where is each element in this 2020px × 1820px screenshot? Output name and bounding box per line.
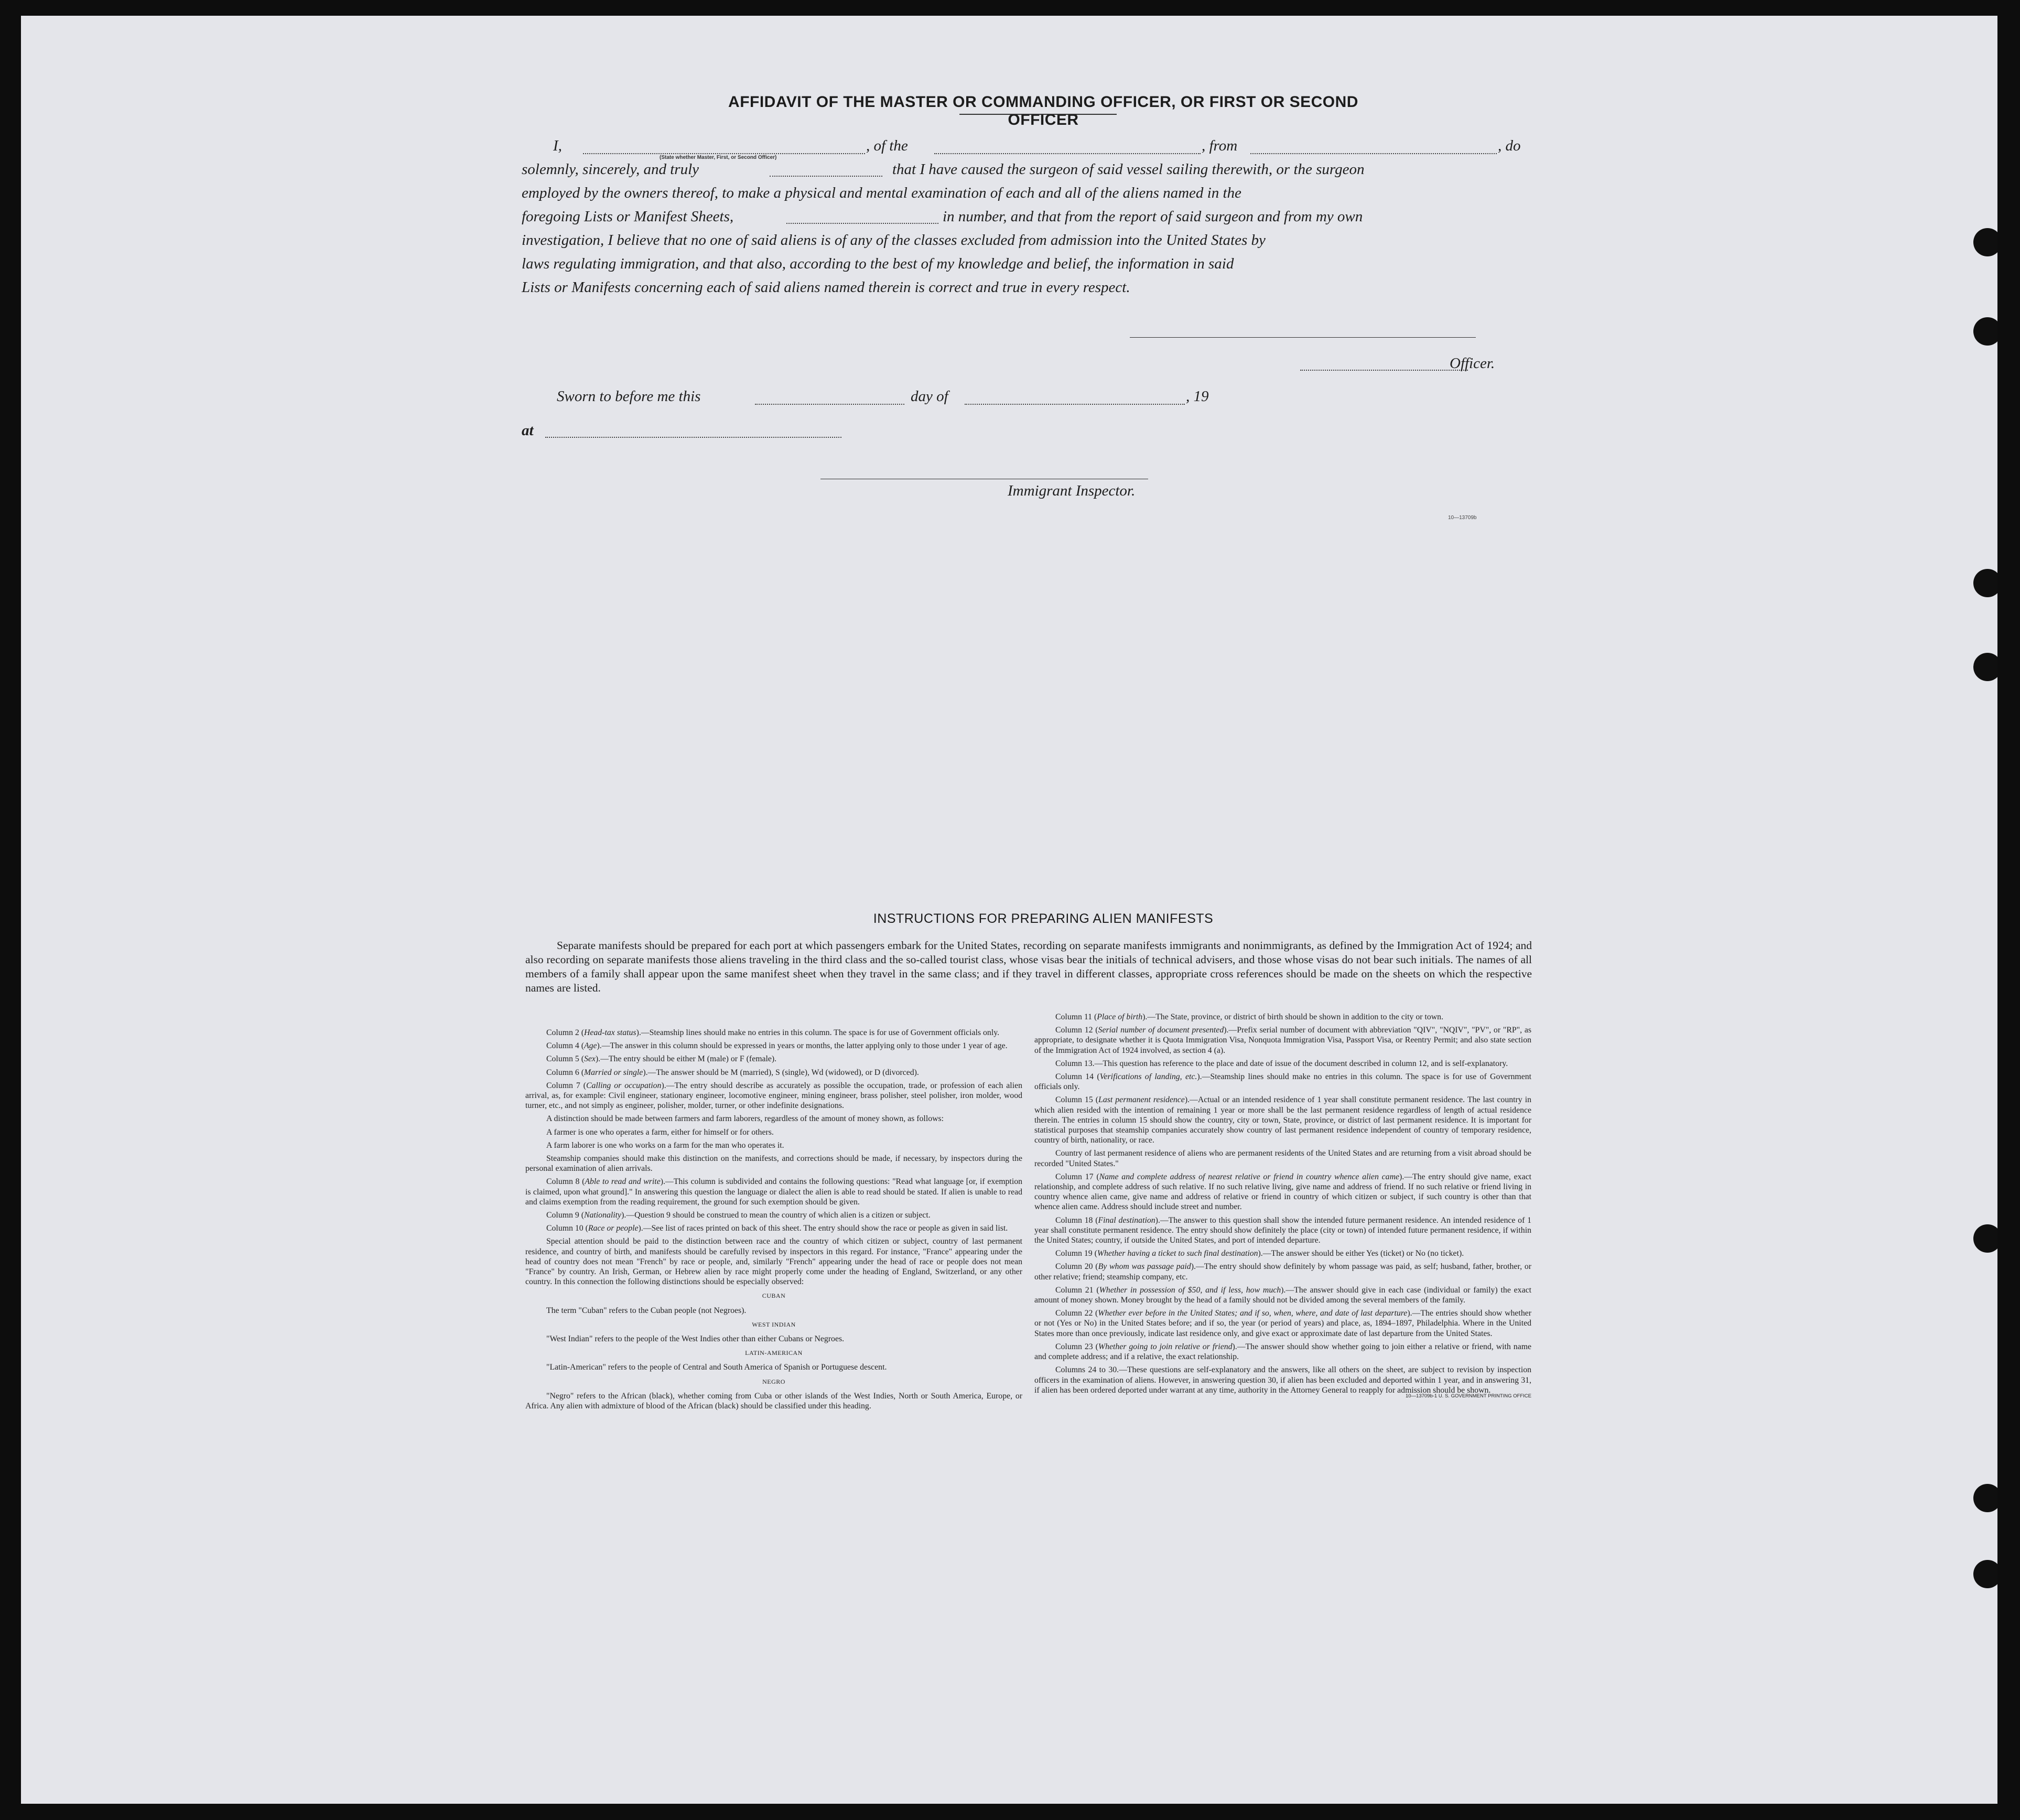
officer-signature-field[interactable] <box>1300 370 1468 371</box>
farmer-definition: A farmer is one who operates a farm, either for himself or for others. <box>546 1127 774 1137</box>
punch-hole <box>1973 1560 1997 1588</box>
officer-rank-field[interactable] <box>583 153 865 154</box>
steamship-note: Steamship companies should make this distinction on the manifests, and corrections should be made, if necessary, by inspectors during the personal examination of alien arrivals. <box>525 1154 1022 1173</box>
affidavit-line-4b: in number, and that from the report of said surgeon and from my own <box>943 208 1363 225</box>
negro-definition: "Negro" refers to the African (black), whether coming from Cuba or other islands of the West Indies, North or South America, Europe, or Africa. Any alien with admixture of blood of the African (black) should be classified under this heading. <box>525 1391 1022 1411</box>
column-6-note: Column 6 (Married or single).—The answer should be M (married), S (single), Wd (widowed), or D (divorced). <box>546 1068 919 1077</box>
cuban-definition: The term "Cuban" refers to the Cuban people (not Negroes). <box>546 1306 747 1315</box>
column-13-note: Column 13.—This question has reference to the place and date of issue of the document described in column 12, and is self-explanatory. <box>1055 1059 1508 1068</box>
sworn-day-field[interactable] <box>755 404 904 405</box>
column-11-note: Column 11 (Place of birth).—The State, province, or district of birth should be shown in addition to the city or town. <box>1055 1013 1444 1021</box>
port-from-field[interactable] <box>1250 153 1497 154</box>
column-8-note: Column 8 (Able to read and write).—This column is subdivided and contains the following questions: "Read what language [or, if exemption is claimed, upon what ground]." In answering this question the language or dialect the alien is able to read should be stated. If alien is unable to read and claims exemption from the reading requirement, the ground for such exemption should be given. <box>525 1177 1023 1207</box>
at-label: at <box>522 422 534 439</box>
do-label: , do <box>1498 137 1521 154</box>
negro-heading: NEGRO <box>762 1377 785 1385</box>
column-15-residents-note: Country of last permanent residence of aliens who are permanent residents of the United States and are returning from a visit abroad should be recorded "United States." <box>1034 1149 1531 1168</box>
punch-hole <box>1973 1224 1997 1253</box>
columns-24-30-note: Columns 24 to 30.—These questions are self-explanatory and the answers, like all others on the sheet, are subject to revision by inspection officers in the examination of aliens. However, in answering question 30, if alien has been excluded and deported within 1 year, and in answering 31, if alien has been ordered deported under warrant at any time, authority in the Attorney General to reapply for admission should be shown. <box>1034 1365 1531 1395</box>
inspector-label: Immigrant Inspector. <box>1008 482 1136 499</box>
punch-hole <box>1973 228 1997 256</box>
latin-american-heading: LATIN-AMERICAN <box>745 1349 803 1357</box>
instructions-right-column <box>1034 1012 1531 1401</box>
title-underline <box>959 114 1117 115</box>
affidavit-form-number: 10—13709b <box>1448 515 1477 521</box>
punch-hole <box>1973 317 1997 346</box>
column-23-note: Column 23 (Whether going to join relative or friend).—The answer should show whether going to join either a relative or friend, with name and complete address; and if a relative, the exact relationship. <box>1034 1342 1532 1362</box>
column-7-note: Column 7 (Calling or occupation).—The entry should describe as accurately as possible the occupation, trade, or profession of each alien arrival, as, for example: Civil engineer, stationary engineer, locomotive engineer, mining engineer, brass polisher, steel polisher, iron molder, wood turner, etc., and not simply as engineer, polisher, molder, turner, or other indefinite designations. <box>525 1081 1022 1111</box>
punch-hole <box>1973 569 1997 597</box>
day-of-label: day of <box>911 388 948 405</box>
west-indian-heading: WEST INDIAN <box>752 1320 796 1328</box>
column-18-note: Column 18 (Final destination).—The answer to this question shall show the intended future permanent residence. An intended residence of 1 year shall constitute permanent residence. The entry should show definitely the place (city or town) of intended future permanent residence, if within the United States; country, if outside the United States, and port of intended departure. <box>1034 1215 1531 1245</box>
column-12-note: Column 12 (Serial number of document presented).—Prefix serial number of document with abbreviation "QIV", "NQIV", "PV", or "RP", as appropriate, to designate whether it is Quota Immigration Visa, Nonquota Immigration Visa, Passport Visa, or Reentry Permit; and also state section of the Immigration Act of 1924 involved, as section 4 (a). <box>1034 1026 1531 1055</box>
affidavit-line-5: investigation, I believe that no one of said aliens is of any of the classes excluded from admission into the United States by <box>522 232 1266 249</box>
column-9-note: Column 9 (Nationality).—Question 9 should be construed to mean the country of which alien is a citizen or subject. <box>546 1211 931 1220</box>
cuban-heading: CUBAN <box>762 1292 786 1300</box>
affidavit-line-7: Lists or Manifests concerning each of said aliens named therein is correct and true in every respect. <box>522 279 1130 296</box>
rank-hint: (State whether Master, First, or Second Officer) <box>660 155 777 160</box>
sworn-label: Sworn to before me this <box>557 388 701 405</box>
printing-office-footer: 10—13709b-1 U. S. GOVERNMENT PRINTING OFFICE <box>1405 1393 1531 1399</box>
affidavit-title: AFFIDAVIT OF THE MASTER OR COMMANDING OFFICER, OR FIRST OR SECOND OFFICER <box>728 93 1358 128</box>
instructions-left-column <box>525 1028 1022 1414</box>
affidavit-line-2a: solemnly, sincerely, and truly <box>522 161 699 178</box>
instructions-title: INSTRUCTIONS FOR PREPARING ALIEN MANIFESTS <box>873 911 1214 926</box>
affidavit-i: I, <box>553 137 562 154</box>
west-indian-definition: "West Indian" refers to the people of the West Indies other than either Cubans or Negroes. <box>546 1334 845 1344</box>
column-14-note: Column 14 (Verifications of landing, etc.).—Steamship lines should make no entries in this column. The space is for use of Government officials only. <box>1034 1072 1532 1092</box>
affidavit-line-4a: foregoing Lists or Manifest Sheets, <box>522 208 734 225</box>
column-20-note: Column 20 (By whom was passage paid).—The entry should show definitely by whom passage was paid, as self; husband, father, brother, or other relative; friend; steamship company, etc. <box>1034 1262 1531 1281</box>
punch-hole <box>1973 653 1997 681</box>
column-5-note: Column 5 (Sex).—The entry should be either M (male) or F (female). <box>546 1054 777 1064</box>
year-label: , 19 <box>1186 388 1209 405</box>
affidavit-line-2b: that I have caused the surgeon of said vessel sailing therewith, or the surgeon <box>892 161 1365 178</box>
affidavit-line-3: employed by the owners thereof, to make a physical and mental examination of each and all of the aliens named in the <box>522 185 1241 201</box>
column-10-note: Column 10 (Race or people).—See list of races printed on back of this sheet. The entry should show the race or people as given in said list. <box>546 1224 1008 1233</box>
sworn-place-field[interactable] <box>545 437 841 438</box>
affidavit-line-6: laws regulating immigration, and that also, according to the best of my knowledge and belief, the information in said <box>522 255 1234 272</box>
column-17-note: Column 17 (Name and complete address of nearest relative or friend in country whence alien came).—The entry should give name, exact relationship, and complete address of such relative. If no such relative living, give name and address of friend. If no such relative or friend living in country whence alien came, give name and address of relative or friend in country of which citizen or subject, if such country is other than that whence alien came. Address should include street and number. <box>1034 1172 1531 1212</box>
officer-label: Officer. <box>1450 355 1495 372</box>
column-21-note: Column 21 (Whether in possession of $50, and if less, how much).—The answer should give in each case (individual or family) the exact amount of money shown. Money brought by the head of a family should not be divided among the several members of the family. <box>1034 1285 1531 1305</box>
sheet-count-field[interactable] <box>786 223 938 224</box>
latin-american-definition: "Latin-American" refers to the people of Central and South America of Spanish or Portuguese descent. <box>546 1363 887 1372</box>
of-the-label: , of the <box>866 137 908 154</box>
farmer-distinction: A distinction should be made between farmers and farm laborers, regardless of the amount of money shown, as follows: <box>546 1114 944 1124</box>
sworn-month-field[interactable] <box>965 404 1185 405</box>
column-2-note: Column 2 (Head-tax status).—Steamship lines should make no entries in this column. The space is for use of Government officials only. <box>546 1028 1000 1037</box>
oath-type-field[interactable] <box>770 176 882 177</box>
manifest-page <box>21 16 1997 1804</box>
instructions-intro: Separate manifests should be prepared for each port at which passengers embark for the United States, recording on separate manifests immigrants and nonimmigrants, as defined by the Immigration Act of 1924; and also recording on separate manifests those aliens traveling in the third class and the so-called tourist class, whose visas bear the initials of technical advisers, and those whose visas do not bear such initials. The names of all members of a family shall appear upon the same manifest sheet when they travel in the same class; and if they travel in different classes, appropriate cross references should be made on the sheets on which the respective names are listed. <box>525 939 1532 994</box>
from-label: , from <box>1202 137 1238 154</box>
vessel-name-field[interactable] <box>934 153 1201 154</box>
column-15-note: Column 15 (Last permanent residence).—Actual or an intended residence of 1 year shall constitute permanent residence. The last country in which alien resided with the intention of remaining 1 year or more shall be the last permanent residence regardless of length of actual residence therein. The entries in column 15 should show the country, city or town, State, province, or district of last permanent residence. It is important for statistical purposes that steamship companies accurately show country of last permanent residence independent of country of temporary residence, country of birth, nationality, or race. <box>1034 1095 1531 1145</box>
column-19-note: Column 19 (Whether having a ticket to such final destination).—The answer should be either Yes (ticket) or No (no ticket). <box>1055 1249 1464 1258</box>
race-country-note: Special attention should be paid to the distinction between race and the country of which citizen or subject, country of last permanent residence, and country of birth, and manifests should be carefully revised by inspectors in this regard. For instance, "France" appearing under the head of country does not mean "French" by race or people, and, similarly "French" appearing under the head of race or people does not mean "France" by country. An Irish, German, or Hebrew alien by race might properly come under the heading of England, Switzerland, or any other country. In this connection the following distinctions should be especially observed: <box>525 1237 1022 1287</box>
farm-laborer-definition: A farm laborer is one who works on a farm for the man who operates it. <box>546 1140 784 1150</box>
signature-line <box>1130 337 1476 338</box>
column-22-note: Column 22 (Whether ever before in the United States; and if so, when, where, and date of last departure).—The entries should show whether or not (Yes or No) in the United States before; and if so, the year (or period of years) and place, as, 1894–1897, Philadelphia. Where in the United States more than once previously, indicate last residence only, and give exact or approximate date of last departure from the United States. <box>1034 1309 1531 1338</box>
column-4-note: Column 4 (Age).—The answer in this column should be expressed in years or months, the latter applying only to those under 1 year of age. <box>546 1041 1008 1051</box>
punch-hole <box>1973 1484 1997 1512</box>
